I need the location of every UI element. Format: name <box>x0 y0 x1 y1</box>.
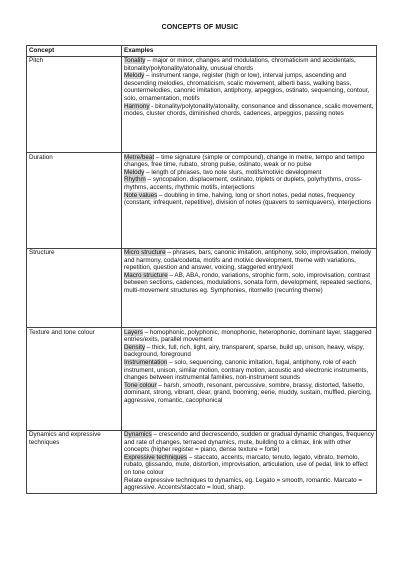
table-row <box>27 328 377 431</box>
concept-cell: Pitch <box>27 56 122 153</box>
term-description: – solo, sequencing, canonic imitation, fugal, antiphony, role of each instrument, unison, similar motion, contrary motion, acoustic and electronic instruments, changes between instrumental families, non-instrument sounds <box>124 358 369 382</box>
term-description: – length of phrases, two note slurs, motifs/motivic development <box>144 168 322 176</box>
term-highlight: Density <box>124 343 145 351</box>
term-description: – crescendo and decrescendo, sudden or gradual dynamic changes, frequency and rate of changes, terraced dynamics, mute, building to a climax, link with other concepts (higher register = piano, dense texture = forte) <box>124 431 374 454</box>
term-description: – phrases, bars, canonic imitation, antiphony, solo, improvisation, melody and harmony, coda/codetta, motifs and motivic development, theme with variations, repetition, question and answer, voicing, staggered entry/exit <box>124 249 371 272</box>
example-entry <box>124 192 374 207</box>
examples-cell <box>122 430 377 493</box>
term-description: - bitonality/polytonality/atonality, consonance and dissonance, scalic movement, modes, cluster chords, diminished chords, cadences, arpeggios, passing notes <box>124 102 374 118</box>
term-description: – syncopation, displacement, ostinato, triplets or duplets, polyrhythms, cross-rhythms, accents, rhythmic motifs, interjections <box>124 176 362 191</box>
example-entry <box>124 272 374 295</box>
term-highlight: Melody <box>124 168 145 176</box>
term-highlight: Micro structure <box>124 249 166 257</box>
example-entry <box>124 344 374 359</box>
header-examples: Examples <box>122 46 377 57</box>
example-entry <box>124 103 374 118</box>
table-row <box>27 248 377 328</box>
term-description: – time signature (simple or compound), change in metre, tempo and tempo changes, free time, rubato, strong pulse, ostinato, weak or no pulse <box>124 153 365 169</box>
table-row <box>27 430 377 493</box>
term-description: – instrument range, register (high or low), interval jumps, ascending and descending melodies, chromaticism, scalic movement, alberti bass, walking bass, countermelodies, canonic imitation, antiphony, arpeggios, ostinato, sequencing, contour, solo, ornamentation, motifs <box>124 72 370 103</box>
term-description: – homophonic, polyphonic, monophonic, heterophonic, dominant layer, staggered entries/exits, parallel movement <box>124 328 372 344</box>
example-entry <box>124 454 374 477</box>
term-highlight: Expressive techniques <box>124 453 188 461</box>
term-highlight: Tonality <box>124 57 146 65</box>
example-entry <box>124 431 374 454</box>
term-highlight: Layers <box>124 328 143 336</box>
examples-cell <box>122 153 377 249</box>
term-highlight: Metre/beat <box>124 153 155 161</box>
concepts-table <box>26 45 377 494</box>
concept-cell: Duration <box>27 153 122 249</box>
term-highlight: Rhythm <box>124 176 146 184</box>
example-entry <box>124 359 374 382</box>
example-entry <box>124 57 374 72</box>
term-highlight: Harmony <box>124 102 150 110</box>
term-description: – doubling in time, halving, long or short notes, pedal notes, frequency (constant, infrequent, repetitive), division of notes (quavers to semiquavers), interjections <box>124 191 372 207</box>
example-note: Relate expressive techniques to dynamics, eg. Legato = smooth, romantic. Marcato = aggressive. Accents/staccato = loud, sharp. <box>124 476 363 492</box>
term-highlight: Melody <box>124 72 145 80</box>
concept-cell: Structure <box>27 248 122 328</box>
example-entry <box>124 169 374 177</box>
header-concept: Concept <box>27 46 122 57</box>
term-description: – major or minor, changes and modulations, chromaticism and accidentals, bitonality/polytonality/atonality, unusual chords <box>124 57 356 72</box>
table-row <box>27 153 377 249</box>
term-description: – staccato, accents, marcato, tenuto, legato, vibrato, tremolo, rubato, glissando, mute, distortion, improvisation, articulation, use of pedal, link to effect on tone colour <box>124 453 368 477</box>
concept-cell: Dynamics and expressive techniques <box>27 430 122 493</box>
concept-cell: Texture and tone colour <box>27 328 122 431</box>
table-header-row <box>27 46 377 57</box>
example-entry <box>124 382 374 405</box>
term-highlight: Macro structure <box>124 271 168 279</box>
example-entry <box>124 329 374 344</box>
examples-cell <box>122 248 377 328</box>
table-row <box>27 56 377 153</box>
term-description: – harsh, smooth, resonant, percussive, sombre, brassy, distorted, falsetto, dominant, strong, vibrant, clear, grand, booming, eerie, muddy, sustain, muffled, piercing, aggressive, romantic, cacophonical <box>124 381 372 404</box>
term-highlight: Dynamics <box>124 431 152 439</box>
term-highlight: Tone colour <box>124 381 157 389</box>
page-title: CONCEPTS OF MUSIC <box>161 24 239 31</box>
term-description: – AB, ABA, rondo, variations, strophic form, solo, improvisation, contrast between sections, cadences, modulations, sonata form, development, repeated sections, multi-movement structures eg. Symphonies, ritornello (recurring theme) <box>124 271 372 295</box>
example-entry <box>124 154 374 169</box>
term-description: – thick, full, rich, light, airy, transparent, sparse, build up, unison, heavy, wispy, background, foreground <box>124 343 365 359</box>
example-entry <box>124 249 374 272</box>
example-entry <box>124 72 374 102</box>
term-highlight: Note values <box>124 191 158 199</box>
term-highlight: Instrumentation <box>124 358 168 366</box>
examples-cell <box>122 56 377 153</box>
examples-cell <box>122 328 377 431</box>
example-entry <box>124 176 374 191</box>
